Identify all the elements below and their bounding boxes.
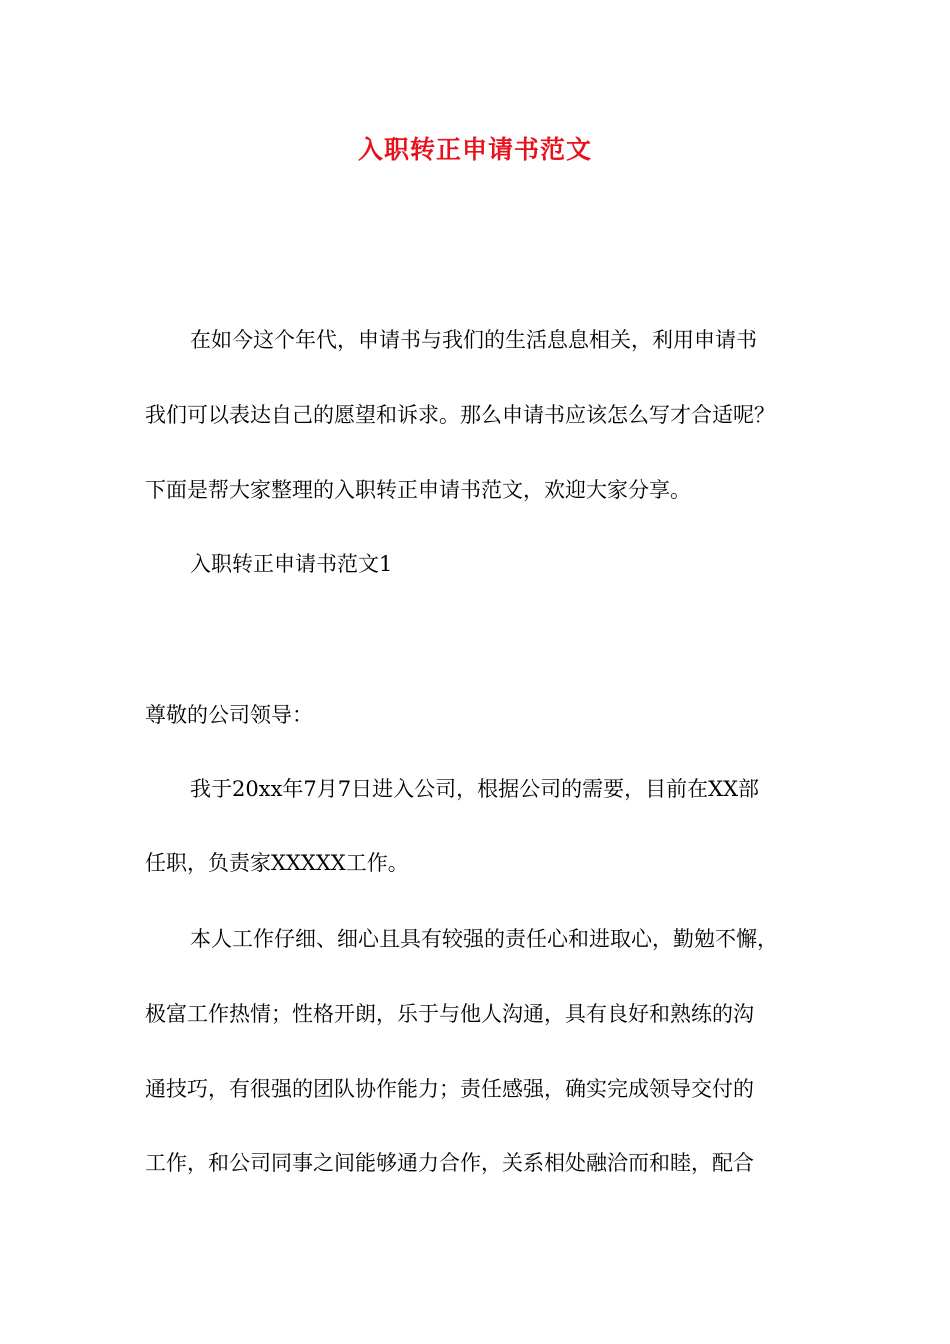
paragraph-line: 我于20xx年7月7日进入公司，根据公司的需要，目前在XX部 xyxy=(190,777,760,801)
paragraph-line: 下面是帮大家整理的入职转正申请书范文，欢迎大家分享。 xyxy=(145,478,691,502)
paragraph-line: 我们可以表达自己的愿望和诉求。那么申请书应该怎么写才合适呢？ xyxy=(145,403,775,427)
salutation: 尊敬的公司领导： xyxy=(145,703,313,727)
document-title: 入职转正申请书范文 xyxy=(357,135,592,164)
paragraph-line: 极富工作热情；性格开朗，乐于与他人沟通，具有良好和熟练的沟 xyxy=(145,1002,754,1026)
section-heading: 入职转正申请书范文1 xyxy=(190,552,393,576)
paragraph-line: 任职，负责家XXXXX工作。 xyxy=(145,851,409,875)
paragraph-line: 工作，和公司同事之间能够通力合作，关系相处融洽而和睦，配合 xyxy=(145,1151,754,1175)
paragraph-line: 本人工作仔细、细心且具有较强的责任心和进取心，勤勉不懈， xyxy=(190,927,778,951)
paragraph-line: 在如今这个年代，申请书与我们的生活息息相关，利用申请书 xyxy=(190,328,757,352)
paragraph-line: 通技巧，有很强的团队协作能力；责任感强，确实完成领导交付的 xyxy=(145,1077,754,1101)
